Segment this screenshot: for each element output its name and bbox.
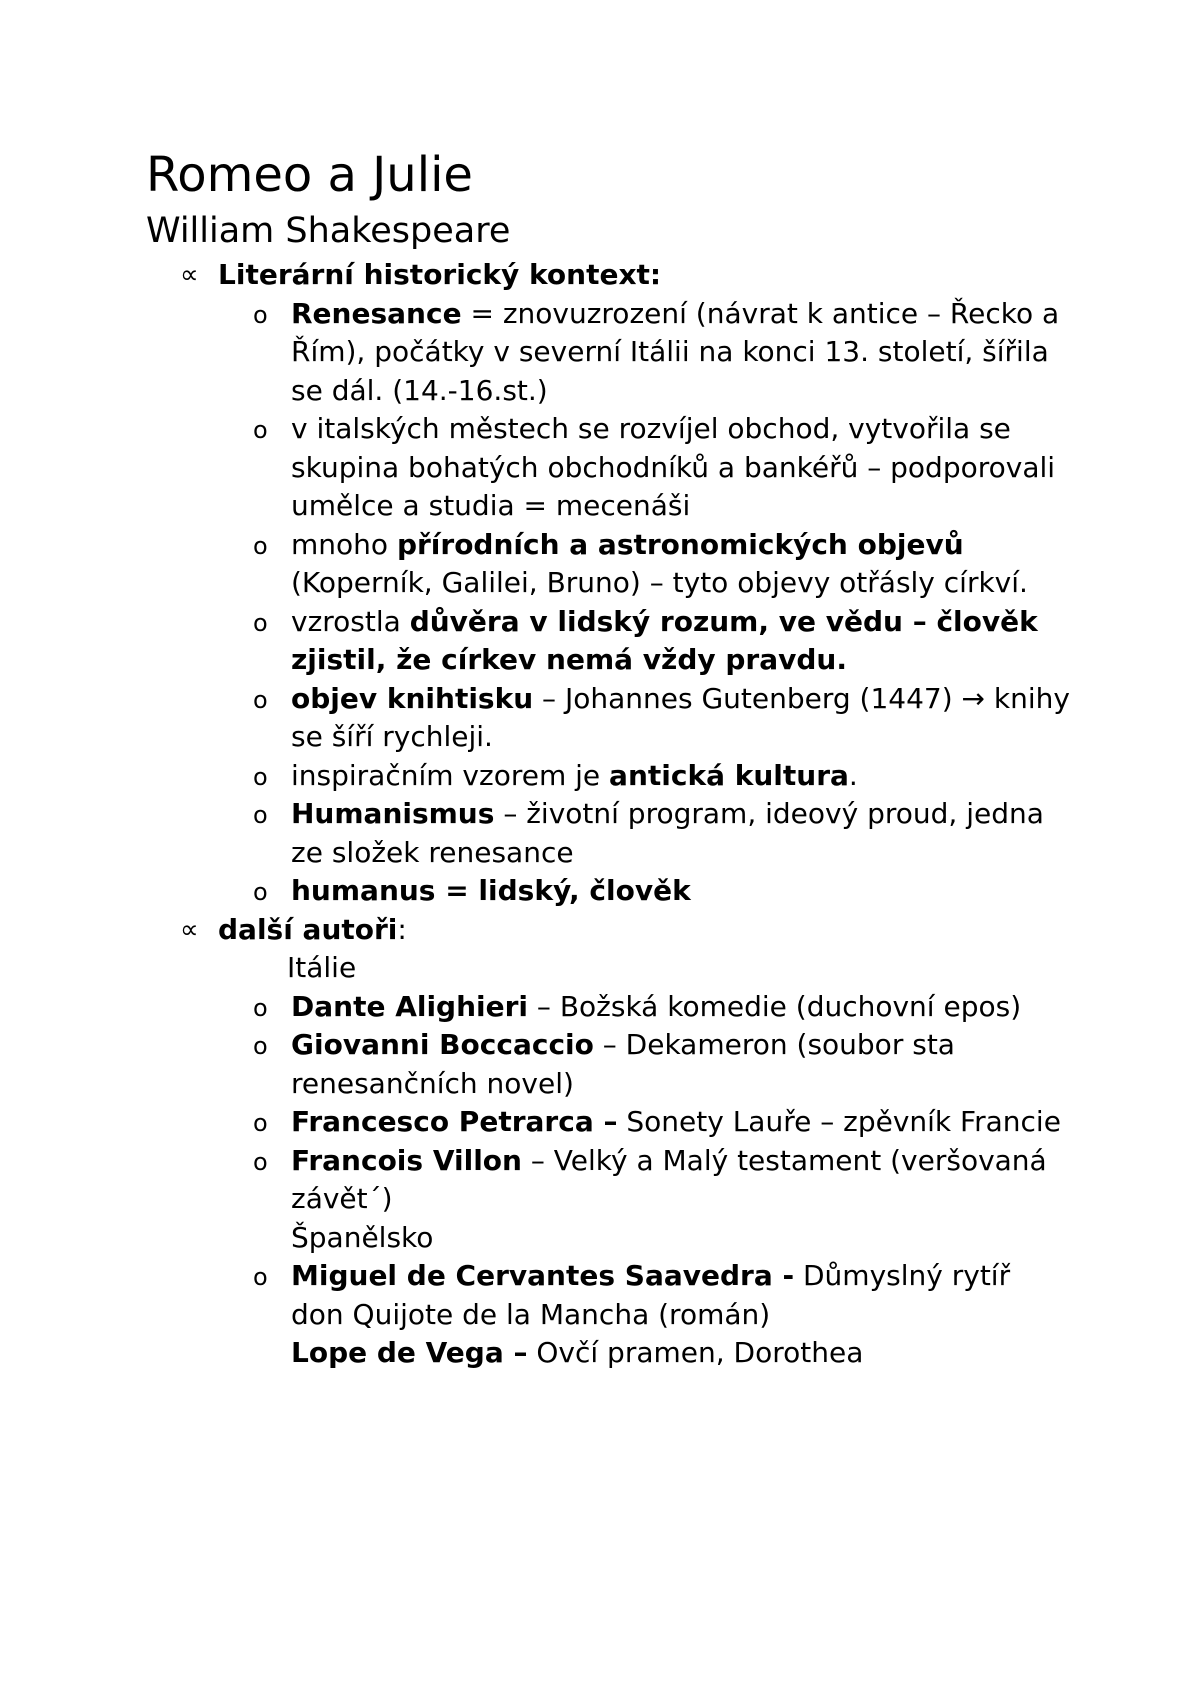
section-heading-context [0,256,1200,295]
list-item-bold: Renesance [291,296,462,330]
list-item-bold: Dante Alighieri [291,989,529,1023]
list-bullet-icon: o [253,878,268,906]
list-item [0,1026,1071,1103]
section-bullet-icon: ∝ [180,914,199,945]
list-bullet-icon: o [253,1032,268,1060]
list-item-bold: důvěra v lidský rozum, ve vědu – člověk zjistil, že církev nemá vždy pravdu. [291,604,1038,676]
section-bullet-icon: ∝ [180,260,199,290]
list-item [0,603,1071,680]
country-label-spain: Španělsko [291,1220,434,1254]
list-item-text: inspiračním vzorem je [291,758,610,792]
list-item-text: – Dekameron (soubor sta renesančních novel) [291,1028,955,1100]
list-item-bold: přírodních a astronomických objevů [396,527,964,561]
list-item-text: – Božská komedie (duchovní epos) [528,989,1022,1023]
list-item-text: mnoho [291,527,397,561]
list-item [0,1142,1071,1219]
list-item [0,680,1071,757]
document-subtitle: William Shakespeare [146,211,511,251]
list-item [0,295,1071,411]
list-bullet-icon: o [253,762,268,791]
list-bullet-icon: o [253,608,268,637]
list-item-continuation [0,1334,1200,1373]
list-item-text: v italských městech se rozvíjel obchod, vytvořila se skupina bohatých obchodníků a bankéřů – podporovali umělce a studia = mecenáši [291,412,1056,522]
list-item-bold: objev knihtisku [291,681,534,715]
list-bullet-icon: o [253,1109,268,1137]
list-item-bold: Giovanni Boccaccio [291,1028,594,1061]
list-bullet-icon: o [253,685,268,714]
section-heading-suffix: : [397,912,407,946]
list-item-text: – životní program, ideový proud, jedna ze složek renesance [291,797,1044,869]
list-item-text: vzrostla [291,604,410,638]
list-item [0,872,1071,911]
list-item-bold: Lope de Vega – [291,1336,528,1369]
list-item-text: = znovuzrození (návrat k antice – Řecko a Řím), počátky v severní Itálii na konci 13. století, šířila se dál. (14.-16.st.) [291,296,1060,407]
list-bullet-icon: o [253,801,268,829]
list-item-text: – Johannes Gutenberg (1447) → knihy se šíří rychleji. [291,681,1070,753]
list-item [0,410,1071,526]
list-item-bold: antická kultura [609,758,849,792]
list-item-bold: Francesco Petrarca – [291,1105,618,1138]
list-item [0,757,1071,796]
list-item-text: – Velký a Malý testament (veršovaná závět´) [291,1143,1047,1215]
list-item-text: Ovčí pramen, Dorothea [527,1336,864,1369]
document-title: Romeo a Julie [146,147,473,203]
section-heading-text: Literární historický kontext: [218,258,662,291]
list-bullet-icon: o [253,993,268,1022]
list-item-text: Sonety Lauře – zpěvník Francie [617,1105,1061,1138]
document-body [0,256,1200,1373]
list-item [0,526,1071,603]
list-bullet-icon: o [253,416,268,444]
list-item-text: Důmyslný rytíř don Quijote de la Mancha (román) [291,1259,1011,1331]
list-bullet-icon: o [253,1263,268,1291]
list-item [0,988,1071,1027]
list-bullet-icon: o [253,300,268,329]
list-item-bold: Humanismus [291,797,495,830]
section-heading-authors [0,911,1200,950]
list-item [0,1257,1071,1334]
list-item-bold: humanus = lidský, člověk [291,874,691,907]
list-bullet-icon: o [253,1147,268,1176]
list-item-text: . [848,758,858,792]
list-item-text: (Koperník, Galilei, Bruno) – tyto objevy otřásly církví. [291,566,1028,599]
list-item-bold: Francois Villon [291,1143,522,1177]
section-heading-text: další autoři [218,912,398,946]
list-item-bold: Miguel de Cervantes Saavedra - [291,1259,795,1292]
list-bullet-icon: o [253,531,268,560]
country-label-italy: Itálie [287,951,357,984]
list-item [0,1103,1071,1142]
list-item [0,795,1071,872]
